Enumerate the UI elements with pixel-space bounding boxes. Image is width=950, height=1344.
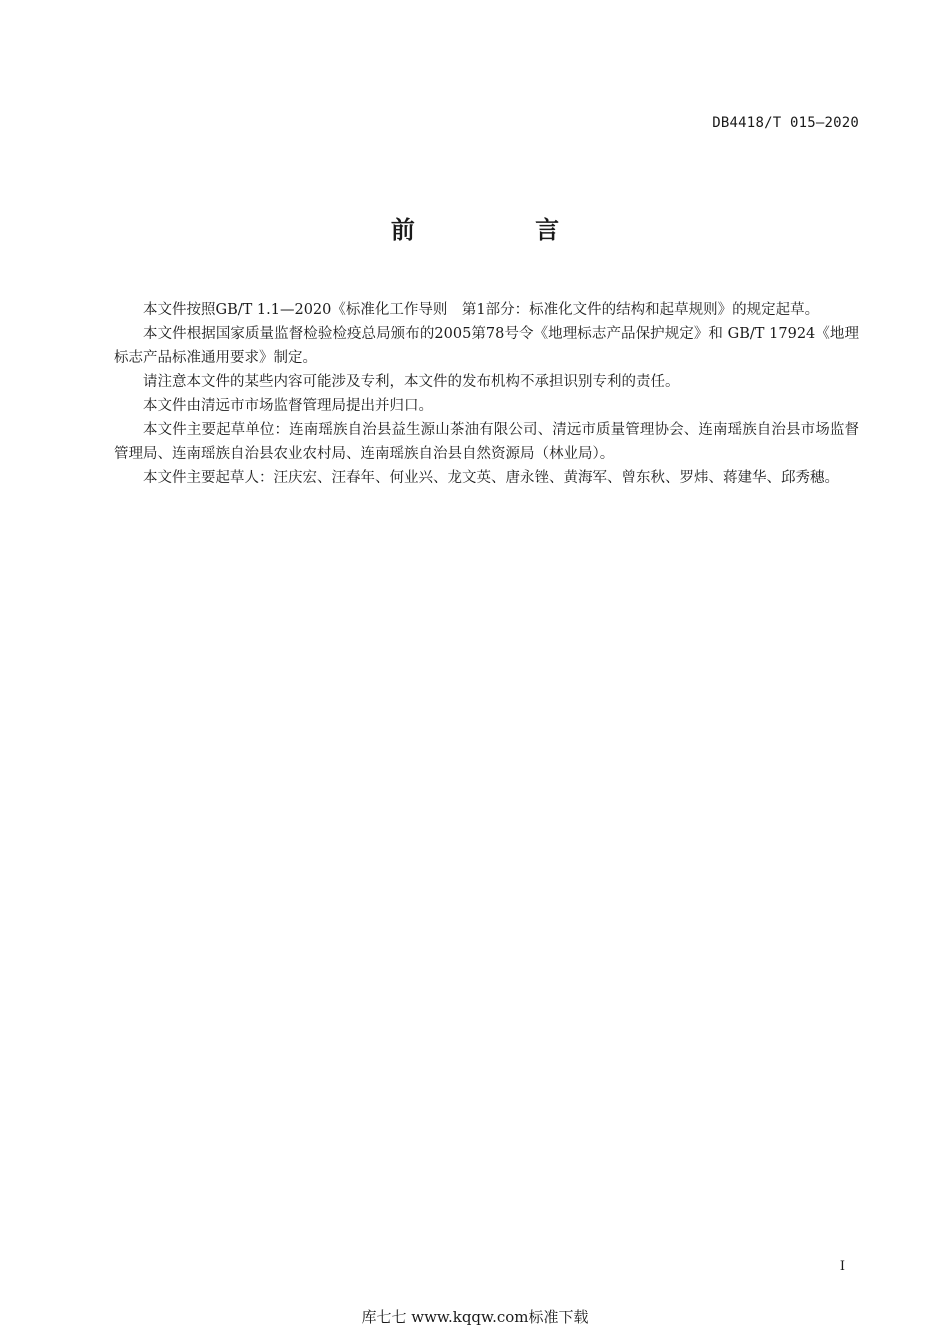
footer-watermark: 库七七 www.kqqw.com标准下载 [361, 1308, 589, 1326]
paragraph-drafting-units: 本文件主要起草单位：连南瑶族自治县益生源山茶油有限公司、清远市质量管理协会、连南瑶族自治县市场监督管理局、连南瑶族自治县农业农村局、连南瑶族自治县自然资源局（林业局）。 [114, 422, 859, 462]
paragraph-basis: 本文件根据国家质量监督检验检疫总局颁布的2005第78号令《地理标志产品保护规定》和 GB/T 17924《地理标志产品标准通用要求》制定。 [114, 326, 859, 366]
paragraph-patent-notice: 请注意本文件的某些内容可能涉及专利，本文件的发布机构不承担识别专利的责任。 [143, 374, 680, 390]
paragraph-drafters: 本文件主要起草人：汪庆宏、汪春年、何业兴、龙文英、唐永锉、黄海军、曾东秋、罗炜、蒋建华、邱秀穗。 [143, 470, 839, 486]
foreword-body [114, 298, 859, 490]
paragraph-drafting-rules: 本文件按照GB/T 1.1—2020《标准化工作导则 第1部分：标准化文件的结构和起草规则》的规定起草。 [143, 302, 820, 318]
document-code: DB4418/T 015—2020 [712, 115, 859, 131]
paragraph-proposer: 本文件由清远市市场监督管理局提出并归口。 [143, 398, 433, 414]
page-title: 前 言 [390, 216, 616, 244]
page-number: I [839, 1259, 845, 1274]
